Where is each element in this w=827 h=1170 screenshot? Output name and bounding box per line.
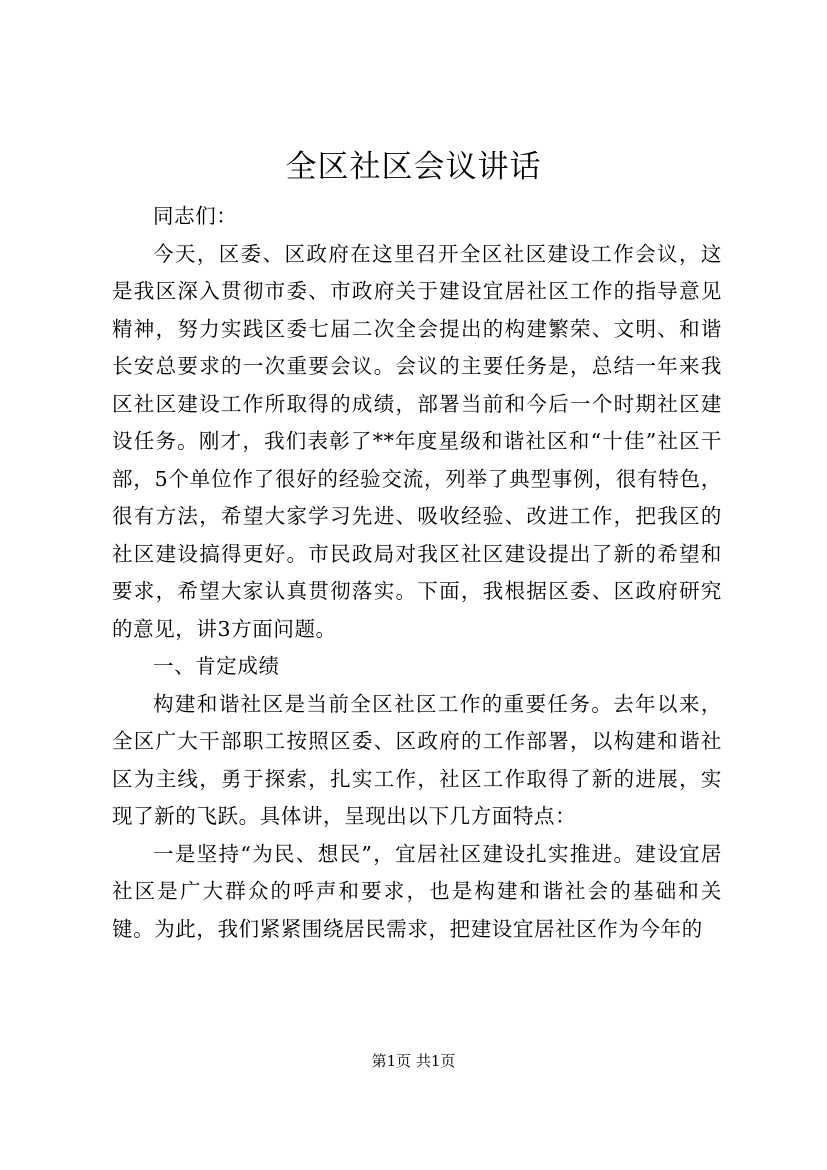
paragraph-point-one: 一是坚持“为民、想民”，宜居社区建设扎实推进。建设宜居社区是广大群众的呼声和要求，也是构建和谐社会的基础和关键。为此，我们紧紧围绕居民需求，把建设宜居社区作为今年的	[112, 841, 722, 941]
greeting: 同志们：	[153, 204, 238, 228]
page-number-footer: 第1页 共1页	[371, 1052, 456, 1070]
document-title: 全区社区会议讲话	[285, 149, 542, 185]
paragraph-opening: 今天，区委、区政府在这里召开全区社区建设工作会议，这是我区深入贯彻市委、市政府关于建设宜居社区工作的指导意见精神，努力实践区委七届二次全会提出的构建繁荣、文明、和谐长安总要求的一次重要会议。会议的主要任务是，总结一年来我区社区建设工作所取得的成绩，部署当前和今后一个时期社区建设任务。刚才，我们表彰了**年度星级和谐社区和“十佳”社区干部，5个单位作了很好的经验交流，列举了典型事例，很有特色，很有方法，希望大家学习先进、吸收经验、改进工作，把我区的社区建设搞得更好。市民政局对我区社区建设提出了新的希望和要求，希望大家认真贯彻落实。下面，我根据区委、区政府研究的意见，讲3方面问题。	[112, 241, 722, 641]
section-heading: 一、肯定成绩	[153, 654, 280, 678]
paragraph-achievements: 构建和谐社区是当前全区社区工作的重要任务。去年以来，全区广大干部职工按照区委、区政府的工作部署，以构建和谐社区为主线，勇于探索，扎实工作，社区工作取得了新的进展，实现了新的飞跃。具体讲，呈现出以下几方面特点：	[112, 691, 722, 828]
document-body	[112, 198, 722, 948]
